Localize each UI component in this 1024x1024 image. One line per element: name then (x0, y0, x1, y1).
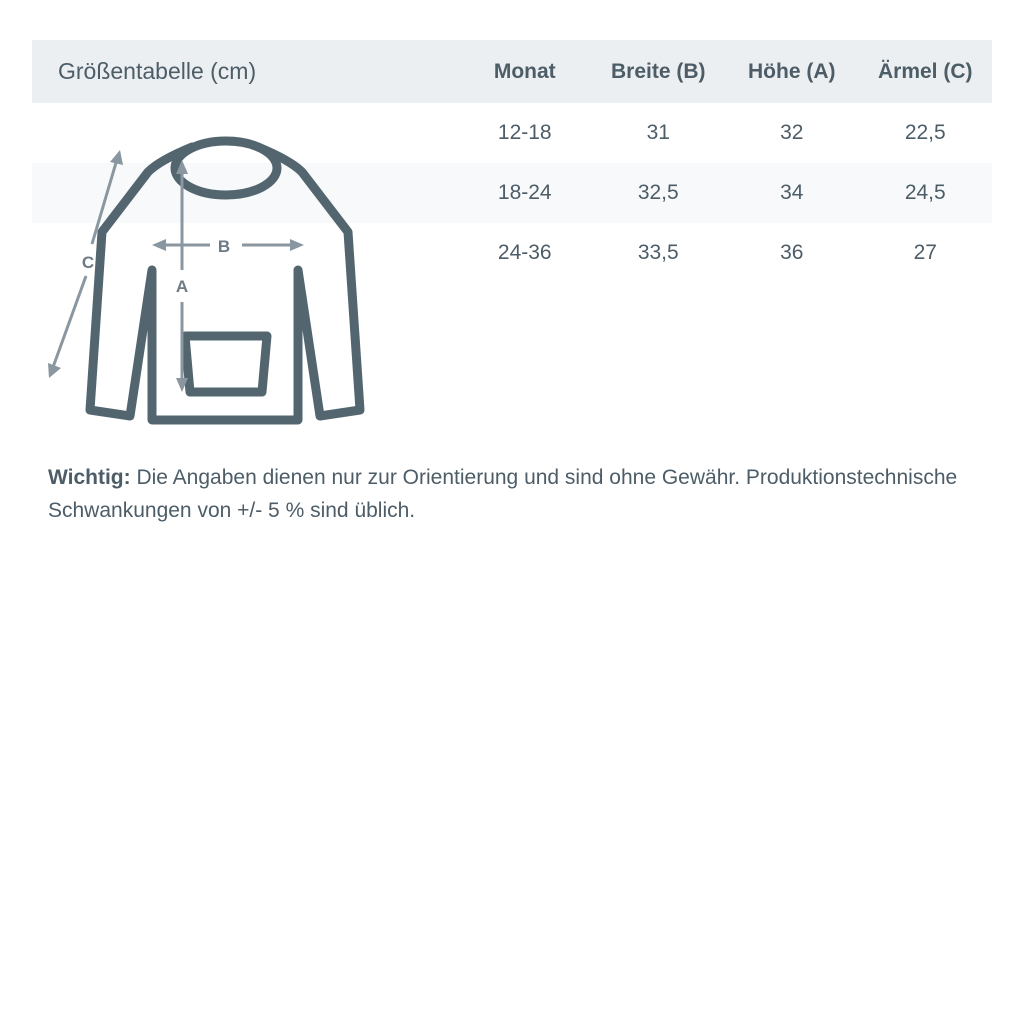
disclaimer-text: Die Angaben dienen nur zur Orientierung und sind ohne Gewähr. Produktionstechnische Schwankungen von +/- 5 % sind üblich. (48, 466, 958, 522)
column-header-monat: Monat (493, 59, 556, 83)
label-width: B (217, 237, 231, 256)
disclaimer-note (48, 462, 988, 527)
table-cell-breite: 32,5 (637, 181, 679, 204)
table-header-row (32, 40, 992, 103)
table-cell-hoehe: 32 (780, 121, 804, 144)
table-cell-monat: 12-18 (497, 121, 552, 144)
table-cell-hoehe: 36 (780, 241, 804, 264)
column-header-hoehe: Höhe (A) (748, 59, 836, 83)
disclaimer-lead: Wichtig: (48, 466, 131, 489)
table-header (32, 40, 992, 103)
page-title: Größentabelle (cm) (58, 58, 257, 84)
table-cell-aermel: 22,5 (904, 121, 946, 144)
table-cell-aermel: 24,5 (904, 181, 946, 204)
table-cell-monat: 18-24 (497, 181, 552, 204)
table-cell-breite: 33,5 (637, 241, 679, 264)
table-cell-breite: 31 (646, 121, 670, 144)
label-height: A (175, 277, 189, 296)
table-cell-aermel: 27 (913, 241, 937, 264)
table-cell-monat: 24-36 (497, 241, 552, 264)
column-header-aermel: Ärmel (C) (877, 59, 973, 83)
column-header-breite: Breite (B) (610, 59, 706, 83)
hoodie-diagram (30, 120, 420, 450)
table-cell-hoehe: 34 (780, 181, 804, 204)
label-sleeve: C (81, 253, 95, 272)
